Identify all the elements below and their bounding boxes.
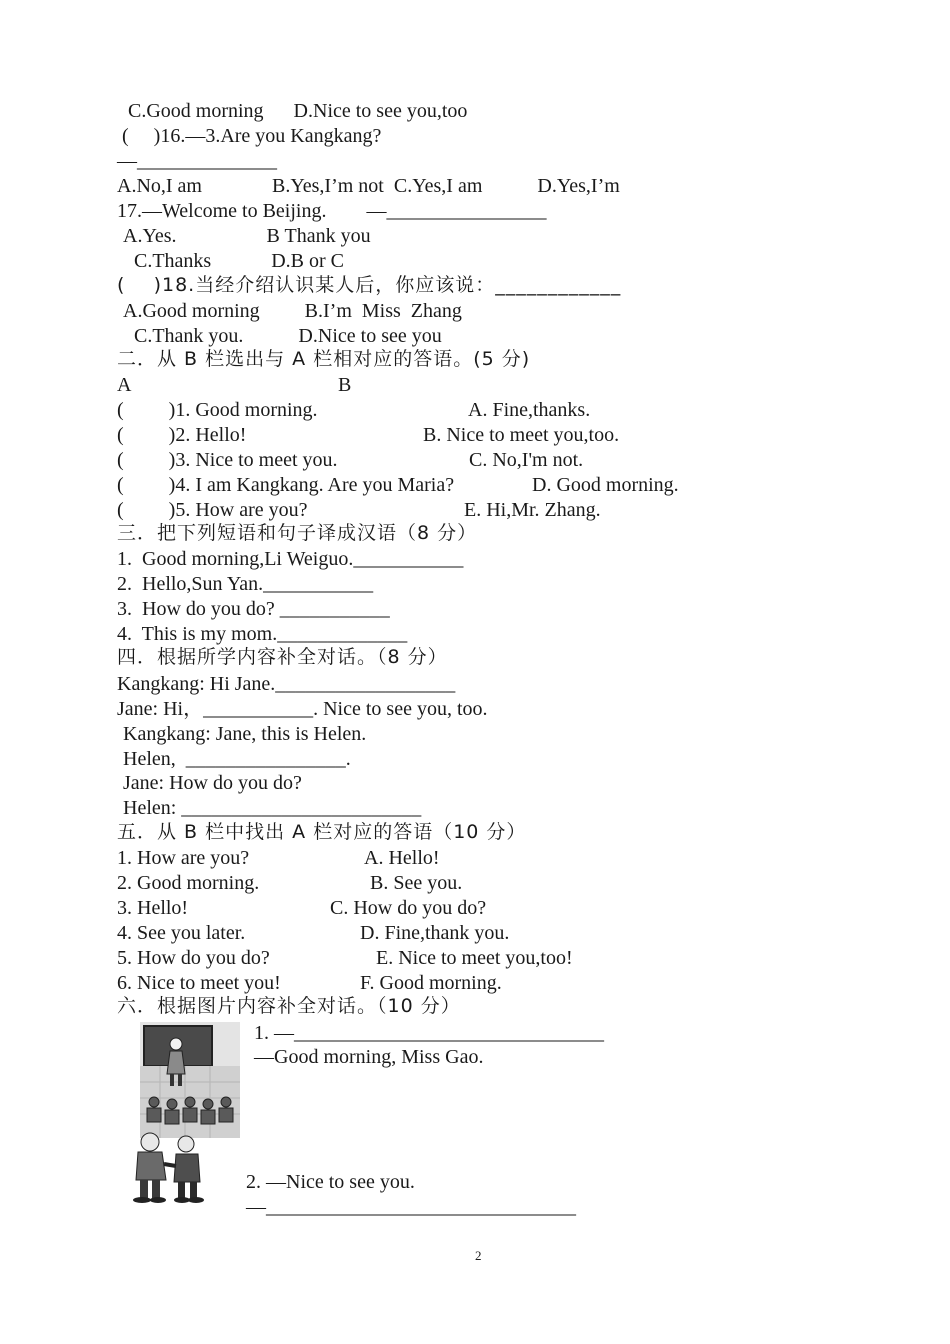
- section-6-q1-line-1: 1. —_______________________________: [254, 1022, 604, 1044]
- q15-options-tail: C.Good morning D.Nice to see you,too: [128, 100, 468, 122]
- dialogue-line: Jane: How do you do?: [123, 772, 302, 794]
- section-2-row-right: B. Nice to meet you,too.: [423, 424, 620, 446]
- section-2-column-a: A: [117, 374, 132, 396]
- section-5-row-right: D. Fine,thank you.: [360, 922, 510, 944]
- section-2-row-left: ( )1. Good morning.: [117, 399, 318, 421]
- section-6-q2-line-1: 2. —Nice to see you.: [246, 1171, 415, 1193]
- section-2-row-left: ( )4. I am Kangkang. Are you Maria?: [117, 474, 455, 496]
- section-2-row-left: ( )2. Hello!: [117, 424, 247, 446]
- q18-stem: ( )18.当经介绍认识某人后，你应该说：____________: [117, 274, 622, 296]
- dialogue-line: Jane: Hi，___________. Nice to see you, too.: [117, 698, 488, 720]
- section-5-row-right: F. Good morning.: [360, 972, 502, 994]
- section-5-row-right: A. Hello!: [364, 847, 440, 869]
- dialogue-line: Kangkang: Hi Jane.__________________: [117, 673, 456, 695]
- dialogue-line: Kangkang: Jane, this is Helen.: [123, 723, 367, 745]
- section-5-row-left: 6. Nice to meet you!: [117, 972, 281, 994]
- section-5-heading: 五．从 B 栏中找出 A 栏对应的答语（10 分）: [117, 821, 527, 843]
- section-2-row-left: ( )5. How are you?: [117, 499, 308, 521]
- section-5-row-left: 4. See you later.: [117, 922, 246, 944]
- q16-stem: ( )16.—3.Are you Kangkang?: [122, 125, 382, 147]
- section-5-row-left: 5. How do you do?: [117, 947, 270, 969]
- section-2-row-left: ( )3. Nice to meet you.: [117, 449, 338, 471]
- q16-answer-blank: —______________: [117, 150, 277, 172]
- section-2-heading: 二．从 B 栏选出与 A 栏相对应的答语。(5 分): [117, 348, 531, 370]
- section-3-item: 4. This is my mom._____________: [117, 623, 408, 645]
- section-3-item: 3. How do you do? ___________: [117, 598, 390, 620]
- section-5-row-left: 1. How are you?: [117, 847, 250, 869]
- section-5-row-right: C. How do you do?: [330, 897, 487, 919]
- section-5-row-left: 2. Good morning.: [117, 872, 260, 894]
- q18-options-2: C.Thank you. D.Nice to see you: [134, 325, 442, 347]
- q17-stem: 17.—Welcome to Beijing. —________________: [117, 200, 547, 222]
- section-2-row-right: A. Fine,thanks.: [468, 399, 591, 421]
- section-5-row-left: 3. Hello!: [117, 897, 189, 919]
- section-2-column-b: B: [338, 374, 352, 396]
- section-3-heading: 三．把下列短语和句子译成汉语（8 分）: [117, 522, 478, 544]
- section-3-item: 2. Hello,Sun Yan.___________: [117, 573, 374, 595]
- section-6-q1-line-2: —Good morning, Miss Gao.: [254, 1046, 484, 1068]
- classroom-picture: [140, 1022, 240, 1138]
- dialogue-line: Helen: ________________________: [123, 797, 422, 819]
- section-2-row-right: E. Hi,Mr. Zhang.: [464, 499, 601, 521]
- section-4-heading: 四．根据所学内容补全对话。（8 分）: [117, 646, 448, 668]
- section-5-row-right: E. Nice to meet you,too!: [376, 947, 573, 969]
- section-5-row-right: B. See you.: [370, 872, 463, 894]
- section-2-row-right: D. Good morning.: [532, 474, 679, 496]
- section-3-item: 1. Good morning,Li Weiguo.___________: [117, 548, 464, 570]
- section-2-row-right: C. No,I'm not.: [469, 449, 584, 471]
- q17-options-1: A.Yes. B Thank you: [123, 225, 371, 247]
- section-6-q2-line-2: —_______________________________: [246, 1196, 576, 1218]
- q18-options-1: A.Good morning B.I’m Miss Zhang: [123, 300, 462, 322]
- dialogue-line: Helen, ________________.: [123, 748, 351, 770]
- handshake-picture: [120, 1132, 212, 1204]
- q17-options-2: C.Thanks D.B or C: [134, 250, 344, 272]
- q16-options: A.No,I am B.Yes,I’m not C.Yes,I am D.Yes,I’m: [117, 175, 620, 197]
- page-number: 2: [475, 1248, 482, 1263]
- section-6-heading: 六．根据图片内容补全对话。（10 分）: [117, 995, 461, 1017]
